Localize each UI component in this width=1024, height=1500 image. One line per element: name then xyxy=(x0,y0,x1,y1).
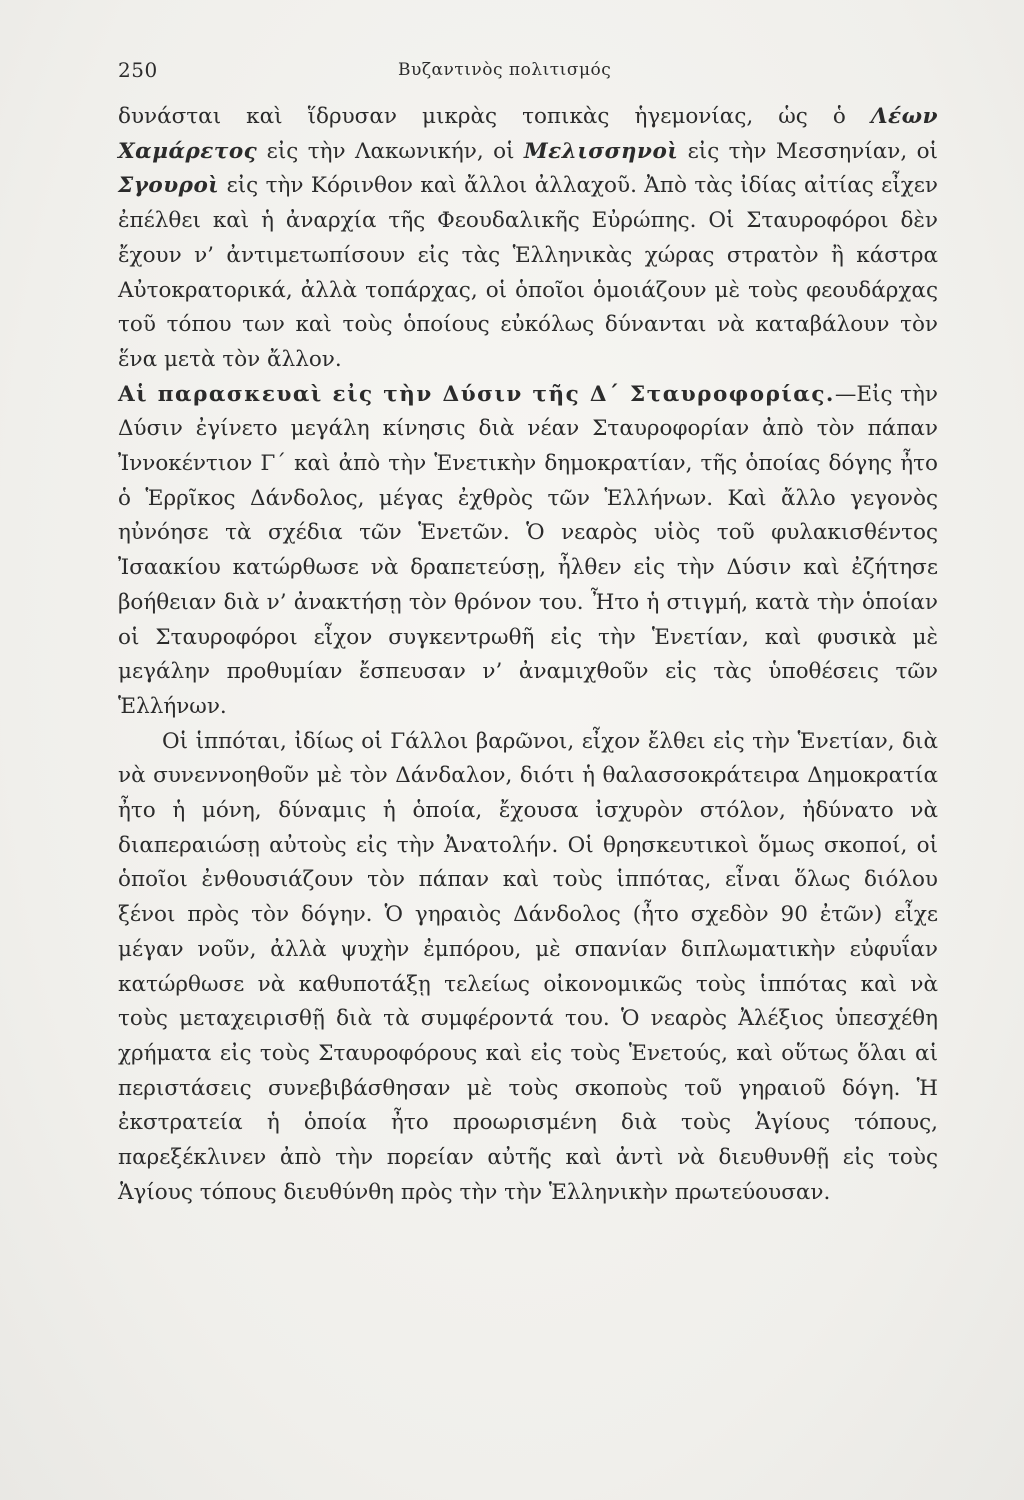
page-number: 250 xyxy=(118,58,158,82)
emphasis-name: Λέων Χαμάρετος xyxy=(118,104,938,164)
text-run: Οἱ ἱππόται, ἰδίως οἱ Γάλλοι βαρῶνοι, εἶχον ἔλθει εἰς τὴν Ἑνετίαν, διὰ νὰ συνεννοηθοῦν μὲ τὸν Δάνδαλον, διότι ἡ θαλασσοκράτειρα Δημοκρατία ἦτο ἡ μόνη, δύναμις ἡ ὁποία, ἔχουσα ἰσχυρὸν στόλον, ἠδύνατο νὰ διαπεραιώσῃ αὐτοὺς εἰς τὴν Ἀνατολήν. Οἱ θρησκευτικοὶ ὅμως σκοποί, οἱ ὁποῖοι ἐνθουσιάζουν τὸν πάπαν καὶ τοὺς ἱππότας, εἶναι ὅλως διόλου ξένοι πρὸς τὸν δόγην. Ὁ γηραιὸς Δάνδολος (ἦτο σχεδὸν 90 ἐτῶν) εἶχε μέγαν νοῦν, ἀλλὰ ψυχὴν ἐμπόρου, μὲ σπανίαν διπλωματικὴν εὐφυΐαν κατώρθωσε νὰ καθυποτάξῃ τελείως οἰκονομικῶς τοὺς ἱππότας καὶ νὰ τοὺς μεταχειρισθῇ διὰ τὰ συμφέροντά του. Ὁ νεαρὸς Ἀλέξιος ὑπεσχέθη χρήματα εἰς τοὺς Σταυροφόρους καὶ εἰς τοὺς Ἑνετούς, καὶ οὕτως ὅλαι αἱ περιστάσεις συνεβιβάσθησαν μὲ τοὺς σκοποὺς τοῦ γηραιοῦ δόγη. Ἡ ἐκστρατεία ἡ ὁποία ἦτο προωρισμένη διὰ τοὺς Ἁγίους τόπους, παρεξέκλινεν ἀπὸ τὴν πορείαν αὐτῆς καὶ ἀντὶ νὰ διευθυνθῇ εἰς τοὺς Ἁγίους τόπους διευθύνθη πρὸς τὴν τὴν Ἑλληνικὴν πρωτεύουσαν. xyxy=(118,728,938,1205)
paragraph-3 xyxy=(118,725,938,1211)
running-head: Βυζαντινὸς πολιτισμός xyxy=(398,60,612,80)
text-run: εἰς τὴν Μεσσηνίαν, οἱ xyxy=(678,138,938,164)
text-run: εἰς τὴν Κόρινθον καὶ ἄλλοι ἀλλαχοῦ. Ἀπὸ τὰς ἰδίας αἰτίας εἶχεν ἐπέλθει καὶ ἡ ἀναρχία τῆς Φεουδαλικῆς Εὐρώπης. Οἱ Σταυροφόροι δὲν ἔχουν ν’ ἀντιμετωπίσουν εἰς τὰς Ἑλληνικὰς χώρας στρατὸν ἢ κάστρα Αὐτοκρατορικά, ἀλλὰ τοπάρχας, οἱ ὁποῖοι ὁμοιάζουν μὲ τοὺς φεουδάρχας τοῦ τόπου των καὶ τοὺς ὁποίους εὐκόλως δύνανται νὰ καταβάλουν τὸν ἕνα μετὰ τὸν ἄλλον. xyxy=(118,173,938,372)
text-run: εἰς τὴν Λακωνικήν, οἱ xyxy=(257,138,524,164)
emphasis-name: Μελισσηνοὶ xyxy=(523,138,679,164)
emphasis-name: Σγουροὶ xyxy=(118,173,220,199)
paragraph-1 xyxy=(118,100,938,378)
body-text xyxy=(118,100,938,1211)
text-run: —Εἰς τὴν Δύσιν ἐγίνετο μεγάλη κίνησις διὰ νέαν Σταυροφορίαν ἀπὸ τὸν πάπαν Ἰννοκέντιον Γ΄ καὶ ἀπὸ τὴν Ἑνετικὴν δημοκρατίαν, τῆς ὁποίας δόγης ἦτο ὁ Ἑρρῖκος Δάνδολος, μέγας ἐχθρὸς τῶν Ἑλλήνων. Καὶ ἄλλο γεγονὸς ηὐνόησε τὰ σχέδια τῶν Ἑνετῶν. Ὁ νεαρὸς υἱὸς τοῦ φυλακισθέντος Ἰσαακίου κατώρθωσε νὰ δραπετεύσῃ, ἦλθεν εἰς τὴν Δύσιν καὶ ἐζήτησε βοήθειαν διὰ ν’ ἀνακτήσῃ τὸν θρόνον του. Ἦτο ἡ στιγμή, κατὰ τὴν ὁποίαν οἱ Σταυροφόροι εἶχον συγκεντρωθῆ εἰς τὴν Ἑνετίαν, καὶ φυσικὰ μὲ μεγάλην προθυμίαν ἔσπευσαν ν’ ἀναμιχθοῦν εἰς τὰς ὑποθέσεις τῶν Ἑλλήνων. xyxy=(118,381,938,719)
section-heading: Αἱ παρασκευαὶ εἰς τὴν Δύσιν τῆς Δ΄ Σταυροφορίας. xyxy=(118,381,835,407)
text-run: δυνάσται καὶ ἵδρυσαν μικρὰς τοπικὰς ἡγεμονίας, ὡς ὁ xyxy=(118,104,871,129)
paragraph-2 xyxy=(118,378,938,725)
page-header xyxy=(118,58,938,88)
